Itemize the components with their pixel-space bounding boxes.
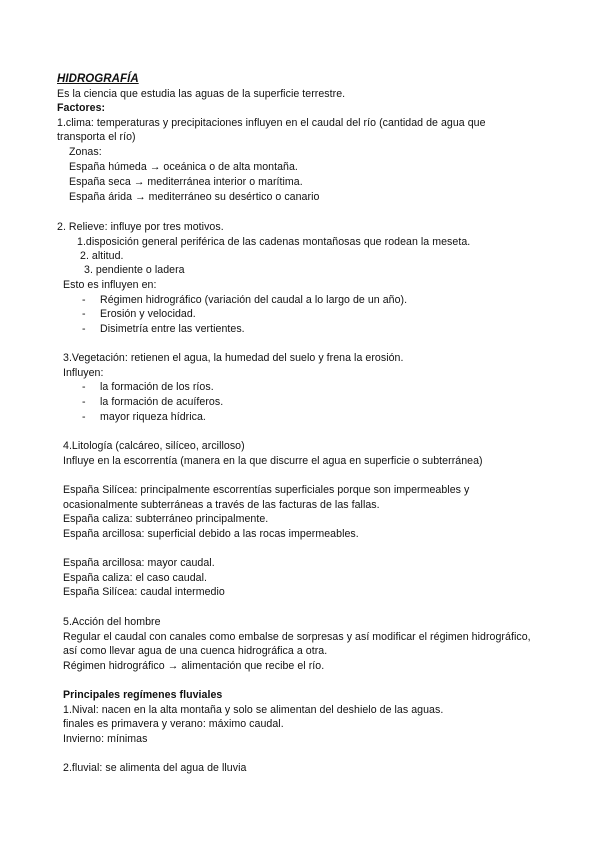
bullet-dash: - <box>82 396 86 408</box>
hombre-line-3: Régimen hidrográfico → alimentación que recibe el río. <box>63 660 325 672</box>
caudal-item: España Silícea: caudal intermedio <box>63 586 225 598</box>
bullet-dash: - <box>82 294 86 306</box>
silicea-line-1: España Silícea: principalmente escorrentías superficiales porque son impermeables y <box>63 484 470 496</box>
zona-item: España húmeda → oceánica o de alta montaña. <box>69 161 298 173</box>
bullet-dash: - <box>82 411 86 423</box>
influyen-item: Disimetría entre las vertientes. <box>100 323 245 335</box>
zona-item: España seca → mediterránea interior o marítima. <box>69 176 303 188</box>
motivo-item: 3. pendiente o ladera <box>84 264 185 276</box>
intro-text: Es la ciencia que estudia las aguas de la superficie terrestre. <box>57 88 346 100</box>
bullet-dash: - <box>82 308 86 320</box>
clima-line-1: 1.clima: temperaturas y precipitaciones influyen en el caudal del río (cantidad de agua que <box>57 117 486 129</box>
caliza-line: España caliza: subterráneo principalmente. <box>63 513 269 525</box>
hombre-line-2: así como llevar agua de una cuenca hidrográfica a otra. <box>63 645 328 657</box>
page-title: HIDROGRAFÍA <box>57 73 139 85</box>
motivo-item: 1.disposición general periférica de las cadenas montañosas que rodean la meseta. <box>77 236 471 248</box>
caudal-item: España caliza: el caso caudal. <box>63 572 208 584</box>
zonas-label: Zonas: <box>69 146 102 158</box>
vegetacion-item: mayor riqueza hídrica. <box>100 411 206 423</box>
influyen-label: Esto es influyen en: <box>63 279 157 291</box>
relieve-heading: 2. Relieve: influye por tres motivos. <box>57 221 224 233</box>
fluvial-line: 2.fluvial: se alimenta del agua de lluvia <box>63 762 247 774</box>
vegetacion-item: la formación de los ríos. <box>100 381 214 393</box>
clima-line-2: transporta el río) <box>57 131 136 143</box>
arcillosa-line: España arcillosa: superficial debido a las rocas impermeables. <box>63 528 359 540</box>
caudal-item: España arcillosa: mayor caudal. <box>63 557 215 569</box>
vegetacion-heading: 3.Vegetación: retienen el agua, la humedad del suelo y frena la erosión. <box>63 352 404 364</box>
hombre-line-1: Regular el caudal con canales como embalse de sorpresas y así modificar el régimen hidrográfico, <box>63 631 531 643</box>
litologia-desc: Influye en la escorrentía (manera en la que discurre el agua en superficie o subterránea) <box>63 455 483 467</box>
zona-item: España árida → mediterráneo su desértico o canario <box>69 191 320 203</box>
factores-heading: Factores: <box>57 102 106 114</box>
silicea-line-2: ocasionalmente subterráneas a través de las facturas de las fallas. <box>63 499 380 511</box>
nival-line-2: finales es primavera y verano: máximo caudal. <box>63 718 284 730</box>
regimenes-heading: Principales regímenes fluviales <box>63 689 223 701</box>
bullet-dash: - <box>82 381 86 393</box>
vegetacion-item: la formación de acuíferos. <box>100 396 224 408</box>
vegetacion-influyen-label: Influyen: <box>63 367 104 379</box>
litologia-heading: 4.Litología (calcáreo, silíceo, arcilloso) <box>63 440 245 452</box>
influyen-item: Régimen hidrográfico (variación del caudal a lo largo de un año). <box>100 294 408 306</box>
nival-line-3: Invierno: mínimas <box>63 733 148 745</box>
hombre-heading: 5.Acción del hombre <box>63 616 161 628</box>
nival-line-1: 1.Nival: nacen en la alta montaña y solo se alimentan del deshielo de las aguas. <box>63 704 444 716</box>
influyen-item: Erosión y velocidad. <box>100 308 196 320</box>
motivo-item: 2. altitud. <box>80 250 124 262</box>
bullet-dash: - <box>82 323 86 335</box>
